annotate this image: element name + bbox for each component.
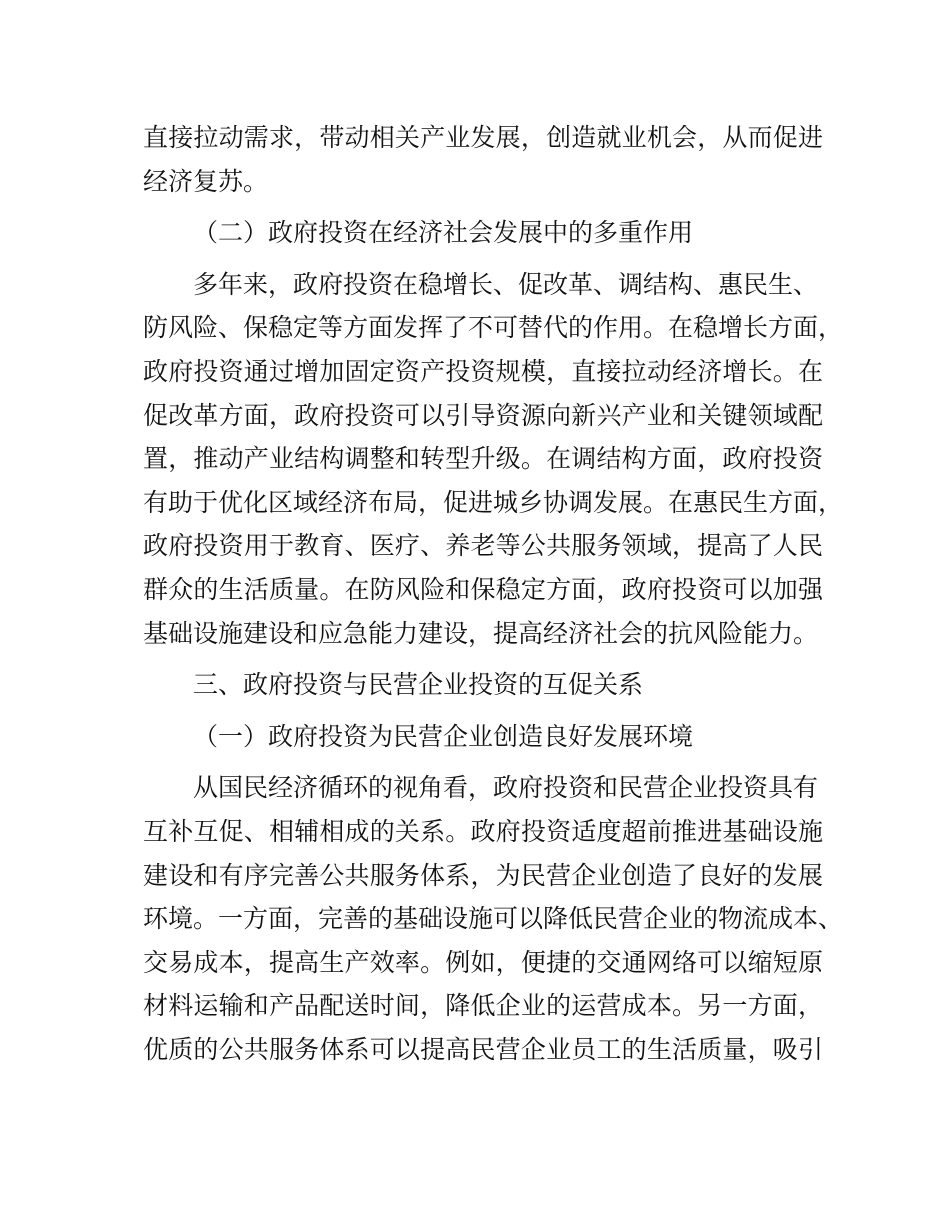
paragraph-line: 从国民经济循环的视角看，政府投资和民营企业投资具有 bbox=[193, 773, 819, 803]
paragraph-3 bbox=[143, 766, 844, 1071]
paragraph-gap bbox=[143, 655, 823, 663]
paragraph-line: 直接拉动需求，带动相关产业发展，创造就业机会，从而促进 bbox=[143, 123, 823, 152]
paragraph-line: 基础设施建设和应急能力建设，提高经济社会的抗风险能力。 bbox=[143, 618, 819, 648]
paragraph-line: 政府投资用于教育、医疗、养老等公共服务领域，提高了人民 bbox=[143, 531, 823, 561]
paragraph-2 bbox=[143, 263, 844, 655]
paragraph-line: 政府投资通过增加固定资产投资规模，直接拉动经济增长。在 bbox=[143, 356, 823, 386]
paragraph-gap bbox=[143, 758, 823, 766]
paragraph-line: 防风险、保稳定等方面发挥了不可替代的作用。在稳增长方面， bbox=[143, 313, 844, 343]
paragraph-line: 互补互促、相辅相成的关系。政府投资适度超前推进基础设施 bbox=[143, 816, 823, 846]
paragraph-line: 有助于优化区域经济布局，促进城乡协调发展。在惠民生方面， bbox=[143, 487, 844, 517]
paragraph-gap bbox=[143, 203, 823, 211]
paragraph-line: 促改革方面，政府投资可以引导资源向新兴产业和关键领域配 bbox=[143, 400, 823, 430]
document-body bbox=[143, 116, 844, 1071]
paragraph-gap bbox=[143, 255, 823, 263]
section-heading-3-1: （一）政府投资为民营企业创造良好发展环境 bbox=[193, 721, 694, 751]
paragraph-line: 群众的生活质量。在防风险和保稳定方面，政府投资可以加强 bbox=[143, 574, 823, 604]
paragraph-line: 多年来，政府投资在稳增长、促改革、调结构、惠民生、 bbox=[193, 269, 819, 299]
paragraph-line: 经济复苏。 bbox=[143, 166, 269, 196]
paragraph-gap bbox=[143, 707, 823, 715]
paragraph-line: 环境。一方面，完善的基础设施可以降低民营企业的物流成本、 bbox=[143, 904, 844, 934]
paragraph-line: 置，推动产业结构调整和转型升级。在调结构方面，政府投资 bbox=[143, 444, 823, 474]
paragraph-line: 优质的公共服务体系可以提高民营企业员工的生活质量，吸引 bbox=[143, 1034, 823, 1064]
section-heading-3: 三、政府投资与民营企业投资的互促关系 bbox=[193, 670, 644, 700]
paragraph-1 bbox=[143, 116, 823, 203]
paragraph-line: 材料运输和产品配送时间，降低企业的运营成本。另一方面， bbox=[143, 991, 823, 1021]
paragraph-line: 交易成本，提高生产效率。例如，便捷的交通网络可以缩短原 bbox=[143, 947, 823, 977]
section-heading-2: （二）政府投资在经济社会发展中的多重作用 bbox=[193, 218, 694, 248]
paragraph-line: 建设和有序完善公共服务体系，为民营企业创造了良好的发展 bbox=[143, 860, 823, 890]
